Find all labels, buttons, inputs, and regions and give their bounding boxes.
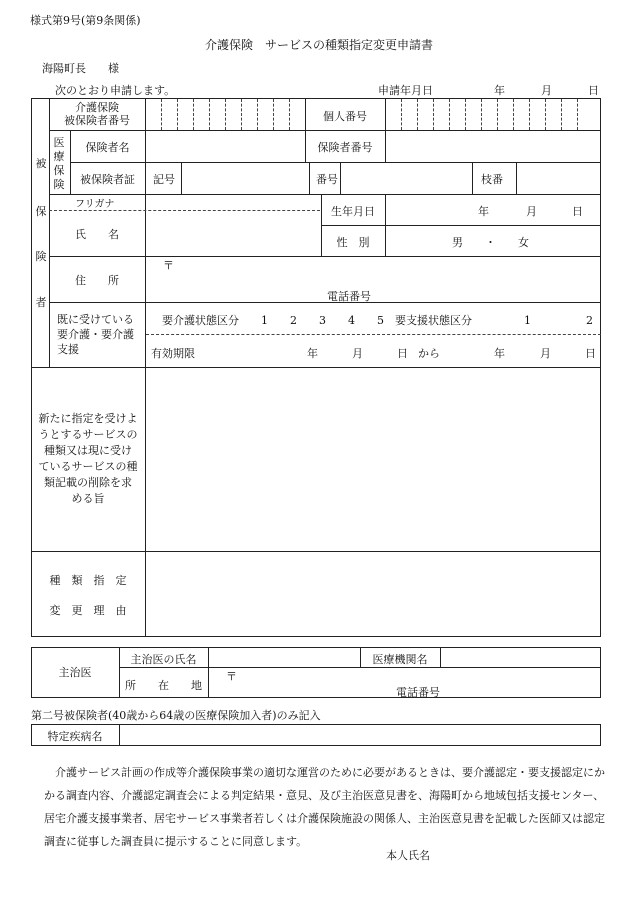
validity-start-month: 月 — [352, 347, 363, 360]
name-label: 氏 名 — [75, 228, 119, 241]
institution-field[interactable] — [441, 648, 600, 666]
address-label: 住 所 — [75, 274, 119, 287]
institution-label: 医療機関名 — [372, 653, 428, 666]
doctor-name-field[interactable] — [209, 648, 359, 666]
doctor-address-label: 所 在 地 — [125, 679, 202, 692]
medical-insurance-label: 医 療 保 険 — [53, 136, 65, 191]
birth-date-label: 生年月日 — [331, 205, 375, 218]
disease-field[interactable] — [120, 725, 600, 745]
address-postal-mark: 〒 — [163, 259, 174, 272]
doctor-name-label: 主治医の氏名 — [130, 653, 197, 666]
insurer-number-label: 保険者番号 — [317, 141, 373, 154]
application-date-label: 申請年月日 — [378, 84, 433, 97]
support-level-options[interactable]: 1 2 — [524, 314, 593, 327]
validity-end-month: 月 — [540, 347, 551, 360]
address-phone-label: 電話番号 — [327, 290, 371, 303]
furigana-label: フリガナ — [75, 199, 115, 210]
insured-side-label-1: 被 — [35, 157, 47, 170]
consent-text: 介護サービス計画の作成等介護保険事業の適切な運営のために必要があるときは、要介護認定・要支援認定にかかる調査内容、介護認定調査会による判定結果・意見、及び主治医意見書を、海陽町から地域包括支援センター、居宅介護支援事業者、居宅サービス事業者若しくは介護保険施設の関係人、主治医意見書を記載した医師又は認定調査に従事した調査員に提示することに同意します。 — [44, 766, 605, 848]
insured-side-label-3: 険 — [35, 250, 47, 263]
disease-label: 特定疾病名 — [47, 730, 103, 743]
sex-options[interactable]: 男 ・ 女 — [452, 236, 529, 249]
personal-number-label: 個人番号 — [323, 110, 367, 123]
card-number-field[interactable] — [341, 163, 471, 194]
intro-text: 次のとおり申請します。 — [55, 84, 176, 97]
card-branch-field[interactable] — [517, 163, 600, 194]
addressee: 海陽町長 様 — [42, 62, 119, 75]
care-level-label: 要介護状態区分 — [162, 314, 239, 327]
doctor-phone-label: 電話番号 — [396, 686, 440, 699]
second-insured-note: 第二号被保険者(40歳から64歳の医療保険加入者)のみ記入 — [31, 709, 321, 722]
insurer-number-field[interactable] — [386, 131, 600, 162]
signature-field[interactable] — [434, 843, 594, 863]
validity-end-year: 年 — [494, 347, 505, 360]
doctor-label: 主治医 — [58, 666, 92, 679]
card-symbol-label: 記号 — [153, 173, 175, 186]
sex-label: 性 別 — [336, 236, 370, 249]
date-month-label: 月 — [541, 84, 552, 97]
form-number: 様式第9号(第9条関係) — [30, 14, 141, 27]
address-field[interactable] — [146, 257, 600, 300]
service-request-label: 新たに指定を受けよ うとするサービスの 種類又は現に受け ているサービスの種 類記載の削除を求 める旨 — [38, 412, 138, 505]
birth-month-label: 月 — [526, 205, 537, 218]
validity-from-label: から — [418, 347, 440, 360]
validity-label: 有効期限 — [151, 347, 195, 360]
birth-year-label: 年 — [478, 205, 489, 218]
insurance-card-label: 被保険者証 — [80, 173, 135, 186]
reason-label-line2: 変 更 理 由 — [49, 604, 127, 617]
card-symbol-field[interactable] — [182, 163, 308, 194]
reason-field[interactable] — [146, 552, 600, 636]
signature-label: 本人氏名 — [386, 849, 430, 862]
validity-start-day: 日 — [397, 347, 408, 360]
support-level-label: 要支援状態区分 — [395, 314, 472, 327]
insured-side-label-4: 者 — [35, 296, 47, 309]
existing-care-label: 既に受けている 要介護・要介護 支援 — [57, 313, 134, 356]
insurer-name-label: 保険者名 — [85, 141, 130, 154]
name-field[interactable] — [146, 211, 320, 254]
insured-number-label: 介護保険 被保険者番号 — [64, 101, 130, 127]
card-branch-label: 枝番 — [481, 173, 503, 186]
service-request-field[interactable] — [146, 368, 600, 550]
doctor-postal-mark: 〒 — [226, 670, 237, 683]
insured-side-label-2: 保 — [35, 205, 47, 218]
furigana-field[interactable] — [146, 195, 320, 210]
reason-label-line1: 種 類 指 定 — [49, 574, 127, 587]
card-number-label: 番号 — [316, 173, 338, 186]
validity-end-day: 日 — [585, 347, 596, 360]
page-title: 介護保険 サービスの種類指定変更申請書 — [205, 38, 434, 52]
care-level-options[interactable]: 1 2 3 4 5 — [261, 314, 384, 327]
insurer-name-field[interactable] — [146, 131, 304, 162]
date-day-label: 日 — [588, 84, 599, 97]
validity-start-year: 年 — [307, 347, 318, 360]
birth-day-label: 日 — [572, 205, 583, 218]
date-year-label: 年 — [494, 84, 505, 97]
personal-number-field[interactable] — [386, 99, 600, 130]
